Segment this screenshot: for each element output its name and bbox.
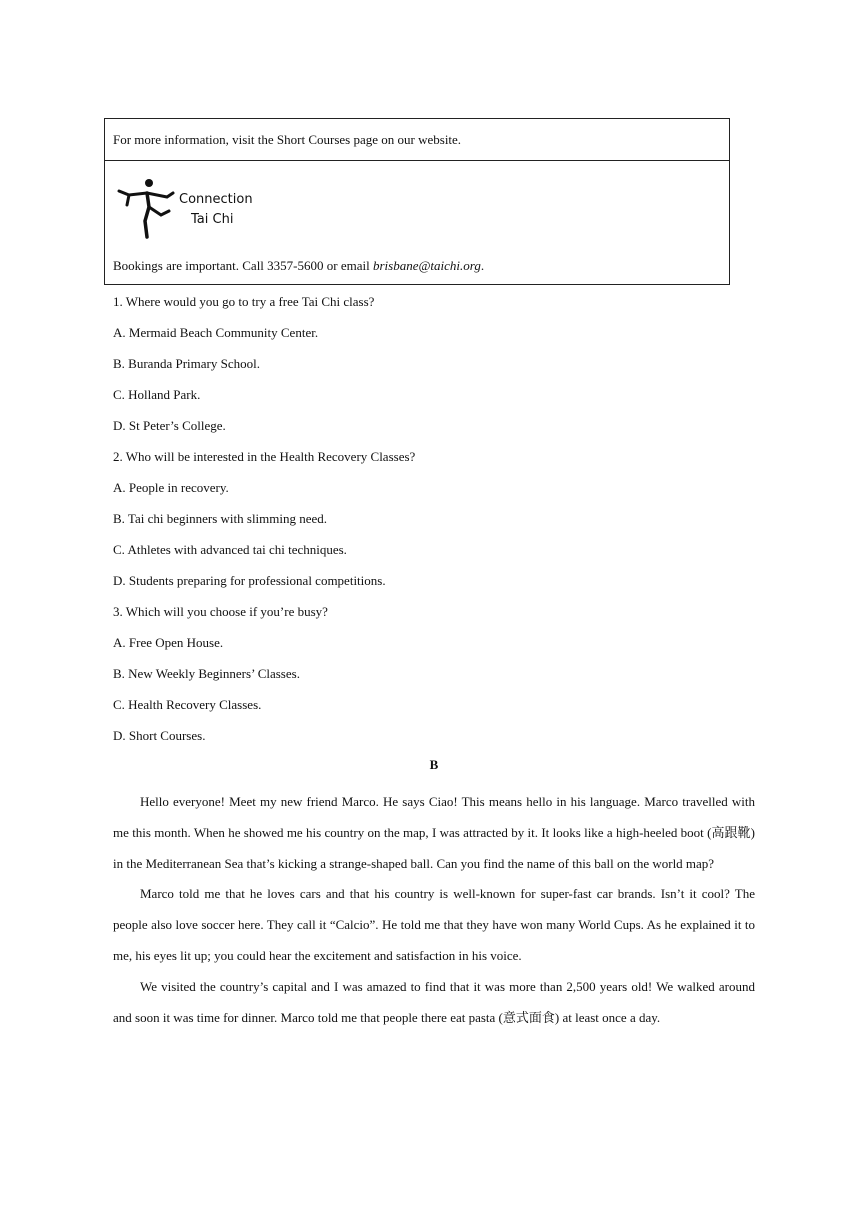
logo-line-1: Connection: [179, 192, 253, 207]
question-1-option-b: B. Buranda Primary School.: [113, 356, 260, 371]
logo-line-2: Tai Chi: [191, 212, 234, 227]
booking-text: [113, 258, 484, 274]
booking-suffix: .: [480, 258, 485, 273]
booking-email: brisbane@taichi.org: [372, 258, 481, 273]
question-2-option-a: A. People in recovery.: [113, 480, 229, 495]
logo-text: [179, 190, 253, 230]
question-1-option-a: A. Mermaid Beach Community Center.: [113, 325, 319, 340]
question-1-option-d: D. St Peter’s College.: [113, 418, 226, 433]
section-heading-b: B: [429, 757, 439, 772]
question-1-option-c: C. Holland Park.: [113, 387, 201, 402]
booking-prefix: Bookings are important. Call 3357-5600 or email: [113, 258, 373, 273]
tai-chi-figure-icon: [117, 177, 177, 241]
passage-paragraph-3: We visited the country’s capital and I was amazed to find that it was more than 2,500 years old! We walked around and soon it was time for dinner. Marco told me that people there eat pasta (意式面食) at least once a day.: [113, 978, 755, 1025]
question-2-prompt: 2. Who will be interested in the Health Recovery Classes?: [113, 449, 416, 464]
passage-paragraph-1: Hello everyone! Meet my new friend Marco. He says Ciao! This means hello in his language. Marco travelled with me this month. When he showed me his country on the map, I was attracted by it. It looks like a high-heeled boot (高跟靴) in the Mediterranean Sea that’s kicking a strange-shaped ball. Can you find the name of this ball on the world map?: [113, 794, 755, 871]
question-2-option-d: D. Students preparing for professional competitions.: [113, 573, 386, 588]
question-3-prompt: 3. Which will you choose if you’re busy?: [113, 604, 328, 619]
passage-b: [113, 787, 755, 1033]
questions: [113, 294, 773, 759]
passage-paragraph-2: Marco told me that he loves cars and that his country is well-known for super-fast car brands. Isn’t it cool? The people also love soccer here. They call it “Calcio”. He told me that they have won many World Cups. As he explained it to me, his eyes lit up; you could hear the excitement and satisfaction in his voice.: [113, 886, 755, 963]
question-3-option-d: D. Short Courses.: [113, 728, 206, 743]
more-info-text: For more information, visit the Short Courses page on our website.: [105, 119, 729, 161]
question-3-option-c: C. Health Recovery Classes.: [113, 697, 262, 712]
info-box: [104, 118, 730, 285]
question-3-option-a: A. Free Open House.: [113, 635, 224, 650]
question-2-option-c: C. Athletes with advanced tai chi techniques.: [113, 542, 347, 557]
question-1-prompt: 1. Where would you go to try a free Tai Chi class?: [113, 294, 375, 309]
question-3-option-b: B. New Weekly Beginners’ Classes.: [113, 666, 300, 681]
connection-tai-chi-logo: [117, 177, 267, 241]
question-2-option-b: B. Tai chi beginners with slimming need.: [113, 511, 328, 526]
